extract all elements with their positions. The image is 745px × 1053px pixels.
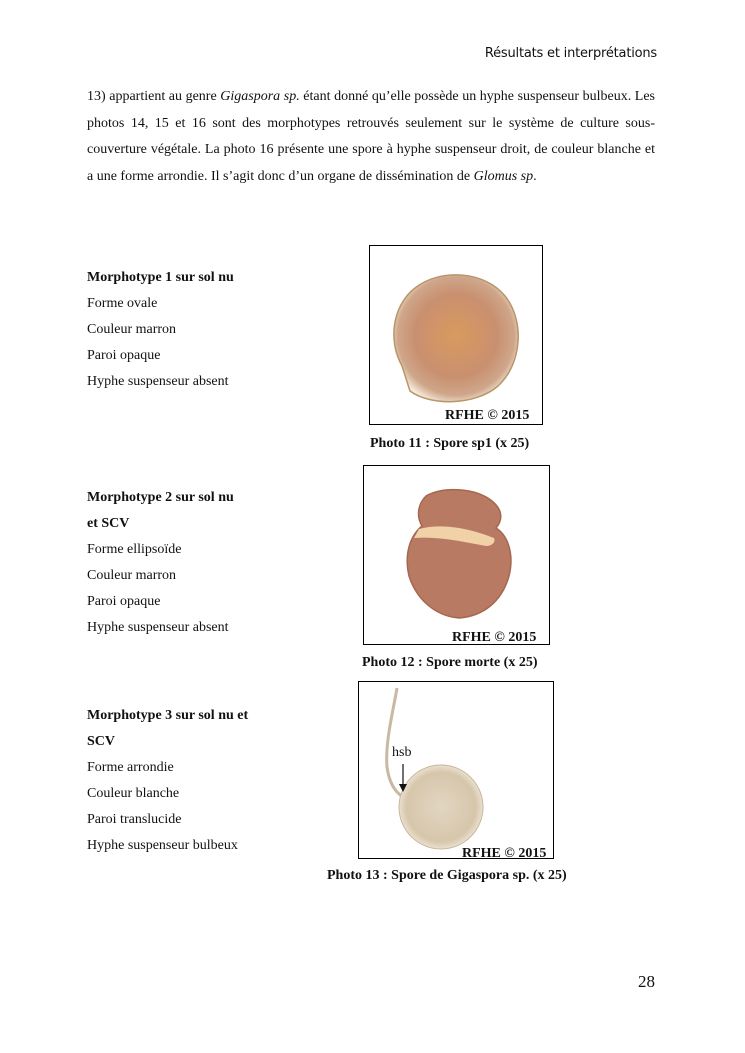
intro-paragraph xyxy=(87,84,655,190)
photo-13-copyright: RFHE © 2015 xyxy=(462,846,547,859)
hsb-annotation: hsb xyxy=(392,745,412,760)
morphotype-3-couleur: Couleur blanche xyxy=(87,786,180,801)
photo-11-copyright: RFHE © 2015 xyxy=(445,408,530,423)
genus-gigaspora: Gigaspora sp. xyxy=(220,89,300,104)
photo-12-copyright: RFHE © 2015 xyxy=(452,630,537,645)
intro-text-3: . xyxy=(533,168,537,184)
running-header: Résultats et interprétations xyxy=(484,46,657,61)
morphotype-3-title-line1: Morphotype 3 sur sol nu et xyxy=(87,708,249,723)
photo-13-caption: Photo 13 : Spore de Gigaspora sp. (x 25) xyxy=(327,868,567,883)
morphotype-1-paroi: Paroi opaque xyxy=(87,348,161,363)
photo-11-spore-image xyxy=(370,246,542,424)
photo-12-frame xyxy=(363,465,550,645)
morphotype-1-description xyxy=(87,265,234,395)
morphotype-2-forme: Forme ellipsoïde xyxy=(87,542,182,557)
page-number: 28 xyxy=(638,972,655,991)
genus-glomus: Glomus sp xyxy=(473,168,534,184)
photo-11-caption: Photo 11 : Spore sp1 (x 25) xyxy=(370,436,530,451)
morphotype-2-hyphe: Hyphe suspenseur absent xyxy=(87,620,229,635)
morphotype-1-forme: Forme ovale xyxy=(87,296,158,311)
photo-12-spore-image xyxy=(364,466,549,644)
intro-text-2: étant donné qu’elle possède un hyphe suspenseur bulbeux. Les photos 14, 15 et 16 sont des morphotypes retrouvés seulement sur le système de culture sous-couverture végétale. La photo 16 présente une spore à hyphe suspenseur droit, de couleur blanche et a une forme arrondie. Il s’agit donc d’un organe de dissémination de xyxy=(87,89,655,184)
morphotype-3-title-line2: SCV xyxy=(87,734,116,749)
morphotype-2-description xyxy=(87,485,234,641)
morphotype-2-paroi: Paroi opaque xyxy=(87,594,161,609)
photo-13-frame xyxy=(358,681,554,859)
morphotype-2-couleur: Couleur marron xyxy=(87,568,177,583)
morphotype-2-title-line2: et SCV xyxy=(87,516,130,531)
intro-text-1: 13) appartient au genre xyxy=(87,89,221,104)
photo-13-spore-image xyxy=(359,682,553,858)
morphotype-2-title-line1: Morphotype 2 sur sol nu xyxy=(87,490,234,505)
morphotype-1-couleur: Couleur marron xyxy=(87,322,177,337)
morphotype-1-title: Morphotype 1 sur sol nu xyxy=(87,270,234,285)
morphotype-3-hyphe: Hyphe suspenseur bulbeux xyxy=(87,838,238,853)
morphotype-1-hyphe: Hyphe suspenseur absent xyxy=(87,374,229,389)
morphotype-3-description xyxy=(87,703,248,859)
photo-11-frame xyxy=(369,245,543,425)
photo-12-caption: Photo 12 : Spore morte (x 25) xyxy=(362,655,538,670)
morphotype-3-paroi: Paroi translucide xyxy=(87,812,182,827)
morphotype-3-forme: Forme arrondie xyxy=(87,760,174,775)
